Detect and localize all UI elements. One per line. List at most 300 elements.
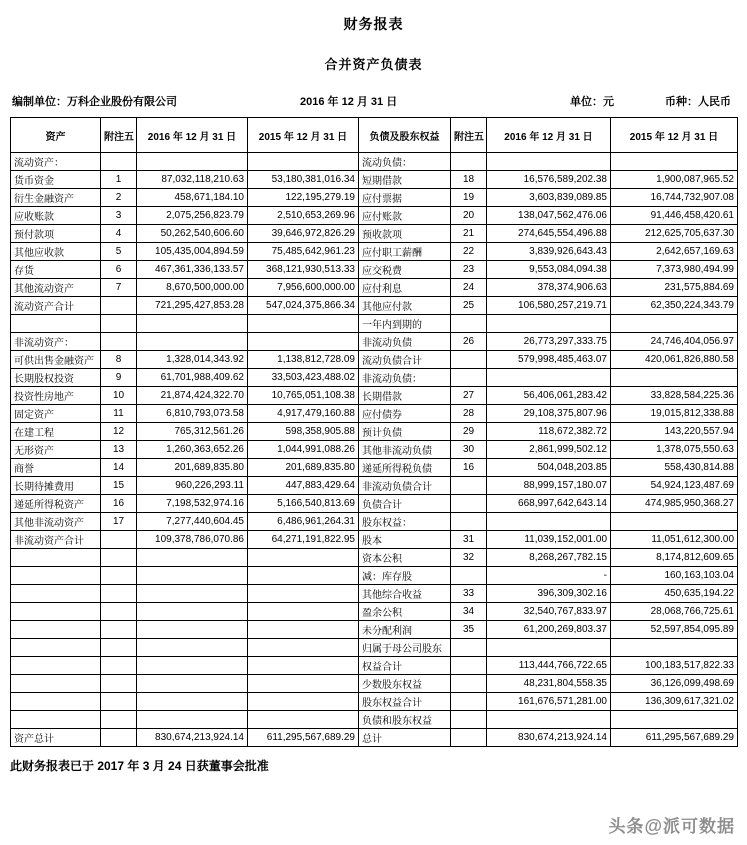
row-value-current-left: [137, 693, 248, 711]
table-row: [11, 153, 738, 171]
table-row: [11, 585, 738, 603]
row-note-right: 34: [451, 603, 487, 621]
row-label-left: 非流动资产：: [11, 333, 101, 351]
row-label-left: [11, 621, 101, 639]
row-value-prior-left: 122,195,279.19: [248, 189, 359, 207]
row-note-left: 3: [101, 207, 137, 225]
row-value-prior-right: 1,378,075,550.63: [611, 441, 738, 459]
row-value-prior-left: 447,883,429.64: [248, 477, 359, 495]
row-note-right: [451, 495, 487, 513]
header-year-current-right: 2016 年 12 月 31 日: [487, 118, 611, 153]
table-row: [11, 729, 738, 747]
row-note-right: 35: [451, 621, 487, 639]
row-value-current-right: 16,576,589,202.38: [487, 171, 611, 189]
row-note-right: 27: [451, 387, 487, 405]
row-note-left: [101, 693, 137, 711]
row-note-left: 10: [101, 387, 137, 405]
row-note-left: 13: [101, 441, 137, 459]
row-value-current-left: [137, 567, 248, 585]
table-row: [11, 621, 738, 639]
row-value-prior-right: 7,373,980,494.99: [611, 261, 738, 279]
table-row: [11, 531, 738, 549]
row-note-left: 14: [101, 459, 137, 477]
row-value-prior-right: [611, 639, 738, 657]
row-value-current-right: 88,999,157,180.07: [487, 477, 611, 495]
row-value-prior-left: [248, 153, 359, 171]
row-note-left: [101, 315, 137, 333]
row-label-right: 应付职工薪酬: [359, 243, 451, 261]
row-value-current-right: 8,268,267,782.15: [487, 549, 611, 567]
row-label-right: 少数股东权益: [359, 675, 451, 693]
row-value-prior-left: 6,486,961,264.31: [248, 513, 359, 531]
row-value-prior-right: 33,828,584,225.36: [611, 387, 738, 405]
row-value-current-left: [137, 603, 248, 621]
row-note-right: 30: [451, 441, 487, 459]
row-label-left: 可供出售金融资产: [11, 351, 101, 369]
row-value-current-right: 579,998,485,463.07: [487, 351, 611, 369]
row-value-prior-right: 212,625,705,637.30: [611, 225, 738, 243]
row-label-right: 减：库存股: [359, 567, 451, 585]
row-label-left: 固定资产: [11, 405, 101, 423]
row-label-right: 短期借款: [359, 171, 451, 189]
table-row: [11, 639, 738, 657]
header-year-prior-right: 2015 年 12 月 31 日: [611, 118, 738, 153]
row-label-left: 投资性房地产: [11, 387, 101, 405]
row-label-right: 预计负债: [359, 423, 451, 441]
row-value-current-right: 26,773,297,333.75: [487, 333, 611, 351]
row-value-current-right: 113,444,766,722.65: [487, 657, 611, 675]
approval-note: 此财务报表已于 2017 年 3 月 24 日获董事会批准: [10, 759, 269, 773]
row-value-current-right: 161,676,571,281.00: [487, 693, 611, 711]
row-value-current-right: [487, 639, 611, 657]
row-note-right: 18: [451, 171, 487, 189]
row-note-left: [101, 639, 137, 657]
header-note-left: 附注五: [101, 118, 137, 153]
row-value-current-left: 765,312,561.26: [137, 423, 248, 441]
row-value-current-right: [487, 369, 611, 387]
row-note-right: 33: [451, 585, 487, 603]
row-label-left: 流动资产：: [11, 153, 101, 171]
row-label-right: 非流动负债: [359, 333, 451, 351]
table-row: [11, 495, 738, 513]
row-value-current-left: 87,032,118,210.63: [137, 171, 248, 189]
table-row: [11, 225, 738, 243]
row-label-left: 流动资产合计: [11, 297, 101, 315]
header-liabilities: 负债及股东权益: [359, 118, 451, 153]
row-note-left: 11: [101, 405, 137, 423]
row-value-prior-right: 28,068,766,725.61: [611, 603, 738, 621]
row-value-prior-right: 136,309,617,321.02: [611, 693, 738, 711]
row-label-left: [11, 711, 101, 729]
row-value-prior-right: 450,635,194.22: [611, 585, 738, 603]
row-label-right: 一年内到期的: [359, 315, 451, 333]
row-label-left: [11, 315, 101, 333]
row-label-right: 非流动负债合计: [359, 477, 451, 495]
row-note-right: 22: [451, 243, 487, 261]
table-row: [11, 711, 738, 729]
row-value-current-left: [137, 657, 248, 675]
row-value-current-left: 467,361,336,133.57: [137, 261, 248, 279]
row-value-current-right: 668,997,642,643.14: [487, 495, 611, 513]
row-value-prior-right: 8,174,812,609.65: [611, 549, 738, 567]
row-value-prior-left: 201,689,835.80: [248, 459, 359, 477]
row-note-left: [101, 297, 137, 315]
row-note-left: 16: [101, 495, 137, 513]
row-label-left: [11, 693, 101, 711]
row-value-current-left: 7,198,532,974.16: [137, 495, 248, 513]
table-row: [11, 261, 738, 279]
row-note-left: 7: [101, 279, 137, 297]
row-value-prior-left: [248, 315, 359, 333]
row-value-current-right: 830,674,213,924.14: [487, 729, 611, 747]
table-row: [11, 279, 738, 297]
row-label-left: 长期待摊费用: [11, 477, 101, 495]
row-label-left: 在建工程: [11, 423, 101, 441]
table-row: [11, 567, 738, 585]
row-value-prior-left: [248, 585, 359, 603]
row-label-right: 其他非流动负债: [359, 441, 451, 459]
row-label-right: 未分配利润: [359, 621, 451, 639]
row-value-prior-left: 53,180,381,016.34: [248, 171, 359, 189]
row-note-right: 23: [451, 261, 487, 279]
row-value-prior-right: 558,430,814.88: [611, 459, 738, 477]
row-value-current-right: [487, 711, 611, 729]
row-value-prior-right: 36,126,099,498.69: [611, 675, 738, 693]
row-note-left: [101, 729, 137, 747]
table-row: [11, 351, 738, 369]
row-note-left: [101, 603, 137, 621]
table-row: [11, 333, 738, 351]
table-row: [11, 477, 738, 495]
row-value-current-left: 6,810,793,073.58: [137, 405, 248, 423]
row-value-current-left: [137, 333, 248, 351]
row-value-prior-right: [611, 513, 738, 531]
row-label-left: 非流动资产合计: [11, 531, 101, 549]
row-label-left: [11, 675, 101, 693]
row-value-current-left: 21,874,424,322.70: [137, 387, 248, 405]
row-value-current-right: 118,672,382.72: [487, 423, 611, 441]
row-value-prior-left: 33,503,423,488.02: [248, 369, 359, 387]
row-note-left: [101, 153, 137, 171]
row-value-current-left: 960,226,293.11: [137, 477, 248, 495]
row-label-right: 盈余公积: [359, 603, 451, 621]
row-value-prior-right: [611, 369, 738, 387]
row-value-prior-right: 11,051,612,300.00: [611, 531, 738, 549]
page-title: 财务报表: [343, 16, 404, 32]
header-assets: 资产: [11, 118, 101, 153]
row-label-right: 递延所得税负债: [359, 459, 451, 477]
header-note-right: 附注五: [451, 118, 487, 153]
row-label-right: 非流动负债：: [359, 369, 451, 387]
row-label-right: 应付票据: [359, 189, 451, 207]
row-value-prior-right: 160,163,103.04: [611, 567, 738, 585]
row-value-prior-left: [248, 549, 359, 567]
watermark-at-icon: @: [644, 816, 663, 836]
row-label-left: [11, 585, 101, 603]
table-row: [11, 513, 738, 531]
row-label-left: 存货: [11, 261, 101, 279]
row-note-right: [451, 675, 487, 693]
table-row: [11, 369, 738, 387]
row-label-left: [11, 567, 101, 585]
row-label-left: [11, 639, 101, 657]
row-note-left: 17: [101, 513, 137, 531]
row-value-current-right: [487, 513, 611, 531]
row-value-prior-left: 2,510,653,269.96: [248, 207, 359, 225]
table-row: [11, 387, 738, 405]
table-row: [11, 405, 738, 423]
row-value-prior-right: 474,985,950,368.27: [611, 495, 738, 513]
row-value-current-right: 3,839,926,643.43: [487, 243, 611, 261]
row-label-right: 股东权益：: [359, 513, 451, 531]
row-label-left: 应收账款: [11, 207, 101, 225]
row-value-prior-left: [248, 657, 359, 675]
row-value-prior-left: 5,166,540,813.69: [248, 495, 359, 513]
row-value-current-left: 8,670,500,000.00: [137, 279, 248, 297]
row-label-right: 资本公积: [359, 549, 451, 567]
row-value-current-right: 3,603,839,089.85: [487, 189, 611, 207]
row-label-right: 负债合计: [359, 495, 451, 513]
row-value-prior-left: 547,024,375,866.34: [248, 297, 359, 315]
row-value-current-right: 9,553,084,094.38: [487, 261, 611, 279]
row-label-left: 货币资金: [11, 171, 101, 189]
preparer-label: 编制单位：万科企业股份有限公司: [12, 96, 177, 108]
watermark: [608, 812, 735, 837]
row-value-prior-right: [611, 153, 738, 171]
row-value-prior-right: 1,900,087,965.52: [611, 171, 738, 189]
row-value-prior-left: [248, 567, 359, 585]
row-value-prior-right: [611, 315, 738, 333]
row-value-current-right: [487, 315, 611, 333]
table-header-row: [11, 118, 738, 153]
watermark-name: 派可数据: [663, 817, 735, 836]
table-row: [11, 693, 738, 711]
row-value-prior-right: 2,642,657,169.63: [611, 243, 738, 261]
row-value-current-left: 1,260,363,652.26: [137, 441, 248, 459]
row-note-right: [451, 567, 487, 585]
row-value-current-right: 11,039,152,001.00: [487, 531, 611, 549]
row-note-right: 26: [451, 333, 487, 351]
row-label-left: 其他应收款: [11, 243, 101, 261]
table-row: [11, 675, 738, 693]
row-value-prior-right: [611, 711, 738, 729]
row-label-right: 预收款项: [359, 225, 451, 243]
row-value-current-left: [137, 153, 248, 171]
row-note-left: [101, 333, 137, 351]
row-label-right: 长期借款: [359, 387, 451, 405]
row-value-prior-left: 64,271,191,822.95: [248, 531, 359, 549]
row-value-current-right: 138,047,562,476.06: [487, 207, 611, 225]
row-value-prior-left: [248, 693, 359, 711]
row-value-prior-right: 19,015,812,338.88: [611, 405, 738, 423]
row-note-right: [451, 693, 487, 711]
row-label-right: 总计: [359, 729, 451, 747]
row-value-prior-left: 1,044,991,088.26: [248, 441, 359, 459]
meta-row: [0, 93, 747, 113]
row-value-prior-right: 24,746,404,056.97: [611, 333, 738, 351]
row-value-prior-right: 52,597,854,095.89: [611, 621, 738, 639]
row-label-right: 应付债券: [359, 405, 451, 423]
row-label-right: 流动负债合计: [359, 351, 451, 369]
row-note-right: [451, 153, 487, 171]
row-label-right: 权益合计: [359, 657, 451, 675]
row-value-prior-right: 54,924,123,487.69: [611, 477, 738, 495]
row-note-right: 19: [451, 189, 487, 207]
row-label-left: [11, 657, 101, 675]
row-value-prior-right: 100,183,517,822.33: [611, 657, 738, 675]
row-note-right: [451, 477, 487, 495]
row-value-current-right: 274,645,554,496.88: [487, 225, 611, 243]
row-note-right: [451, 315, 487, 333]
row-value-current-left: 61,701,988,409.62: [137, 369, 248, 387]
table-row: [11, 603, 738, 621]
table-body: [11, 153, 738, 747]
row-value-current-right: 378,374,906.63: [487, 279, 611, 297]
row-value-prior-left: [248, 639, 359, 657]
row-value-current-left: [137, 621, 248, 639]
row-note-right: [451, 351, 487, 369]
row-note-left: [101, 675, 137, 693]
row-value-prior-right: 611,295,567,689.29: [611, 729, 738, 747]
row-note-left: 15: [101, 477, 137, 495]
row-value-prior-right: 143,220,557.94: [611, 423, 738, 441]
row-value-current-left: [137, 315, 248, 333]
row-value-current-left: 50,262,540,606.60: [137, 225, 248, 243]
row-label-left: [11, 603, 101, 621]
header-year-prior-left: 2015 年 12 月 31 日: [248, 118, 359, 153]
row-label-left: 商誉: [11, 459, 101, 477]
row-value-current-left: 1,328,014,343.92: [137, 351, 248, 369]
row-label-right: 其他综合收益: [359, 585, 451, 603]
row-value-current-left: 201,689,835.80: [137, 459, 248, 477]
row-note-right: [451, 729, 487, 747]
row-value-prior-left: 39,646,972,826.29: [248, 225, 359, 243]
row-value-prior-left: 1,138,812,728.09: [248, 351, 359, 369]
row-value-prior-left: 4,917,479,160.88: [248, 405, 359, 423]
row-value-current-right: [487, 153, 611, 171]
row-label-left: [11, 549, 101, 567]
row-value-current-left: [137, 711, 248, 729]
row-value-prior-left: [248, 603, 359, 621]
row-label-right: 应交税费: [359, 261, 451, 279]
row-value-current-left: [137, 675, 248, 693]
row-note-right: 28: [451, 405, 487, 423]
row-value-current-left: [137, 585, 248, 603]
row-note-left: [101, 567, 137, 585]
row-value-current-right: 29,108,375,807.96: [487, 405, 611, 423]
table-row: [11, 441, 738, 459]
period-date: 2016 年 12 月 31 日: [300, 96, 398, 108]
row-label-left: 递延所得税资产: [11, 495, 101, 513]
row-note-left: 5: [101, 243, 137, 261]
row-value-prior-left: 611,295,567,689.29: [248, 729, 359, 747]
header-year-current-left: 2016 年 12 月 31 日: [137, 118, 248, 153]
row-value-prior-left: 10,765,051,108.38: [248, 387, 359, 405]
row-value-prior-left: [248, 333, 359, 351]
balance-sheet-table: [10, 117, 738, 747]
row-label-right: 归属于母公司股东: [359, 639, 451, 657]
row-label-left: 其他流动资产: [11, 279, 101, 297]
row-note-left: [101, 711, 137, 729]
row-note-right: [451, 711, 487, 729]
row-note-right: [451, 369, 487, 387]
row-note-left: [101, 657, 137, 675]
table-row: [11, 423, 738, 441]
row-note-right: 32: [451, 549, 487, 567]
row-label-left: 其他非流动资产: [11, 513, 101, 531]
row-label-left: 预付款项: [11, 225, 101, 243]
row-note-left: [101, 531, 137, 549]
table-row: [11, 297, 738, 315]
row-value-prior-left: 598,358,905.88: [248, 423, 359, 441]
row-value-current-left: [137, 549, 248, 567]
row-value-current-right: 396,309,302.16: [487, 585, 611, 603]
row-note-right: 24: [451, 279, 487, 297]
row-note-right: [451, 639, 487, 657]
table-row: [11, 207, 738, 225]
row-value-current-left: 109,378,786,070.86: [137, 531, 248, 549]
row-value-prior-right: 16,744,732,907.08: [611, 189, 738, 207]
row-value-current-left: 721,295,427,853.28: [137, 297, 248, 315]
table-row: [11, 189, 738, 207]
row-note-right: [451, 657, 487, 675]
row-note-left: 4: [101, 225, 137, 243]
row-label-right: 股本: [359, 531, 451, 549]
row-note-left: 8: [101, 351, 137, 369]
table-row: [11, 657, 738, 675]
row-note-right: 20: [451, 207, 487, 225]
row-value-current-right: 504,048,203.85: [487, 459, 611, 477]
row-label-right: 股东权益合计: [359, 693, 451, 711]
row-note-left: 1: [101, 171, 137, 189]
row-label-right: 应付利息: [359, 279, 451, 297]
row-value-current-right: -: [487, 567, 611, 585]
table-row: [11, 459, 738, 477]
row-label-right: 负债和股东权益: [359, 711, 451, 729]
row-label-right: 流动负债：: [359, 153, 451, 171]
row-note-left: [101, 621, 137, 639]
row-value-prior-right: 420,061,826,880.58: [611, 351, 738, 369]
row-note-left: 9: [101, 369, 137, 387]
row-note-left: 12: [101, 423, 137, 441]
row-note-right: 29: [451, 423, 487, 441]
row-value-current-left: 2,075,256,823.79: [137, 207, 248, 225]
row-value-prior-left: [248, 621, 359, 639]
row-label-right: 其他应付款: [359, 297, 451, 315]
row-note-right: 21: [451, 225, 487, 243]
row-label-left: 长期股权投资: [11, 369, 101, 387]
unit-label: 单位：元: [570, 96, 614, 108]
watermark-prefix: 头条: [608, 817, 645, 836]
row-value-current-left: 7,277,440,604.45: [137, 513, 248, 531]
row-label-left: 衍生金融资产: [11, 189, 101, 207]
row-value-prior-left: 7,956,600,000.00: [248, 279, 359, 297]
row-note-right: 16: [451, 459, 487, 477]
table-row: [11, 243, 738, 261]
row-note-left: 2: [101, 189, 137, 207]
row-value-current-right: 106,580,257,219.71: [487, 297, 611, 315]
row-value-prior-right: 62,350,224,343.79: [611, 297, 738, 315]
row-note-left: [101, 549, 137, 567]
row-note-right: 31: [451, 531, 487, 549]
table-row: [11, 315, 738, 333]
balance-sheet-page: [0, 14, 747, 845]
row-value-current-left: 830,674,213,924.14: [137, 729, 248, 747]
row-value-current-left: 458,671,184.10: [137, 189, 248, 207]
page-subtitle: 合并资产负债表: [324, 57, 423, 72]
row-value-prior-left: [248, 711, 359, 729]
table-header: [11, 118, 738, 153]
